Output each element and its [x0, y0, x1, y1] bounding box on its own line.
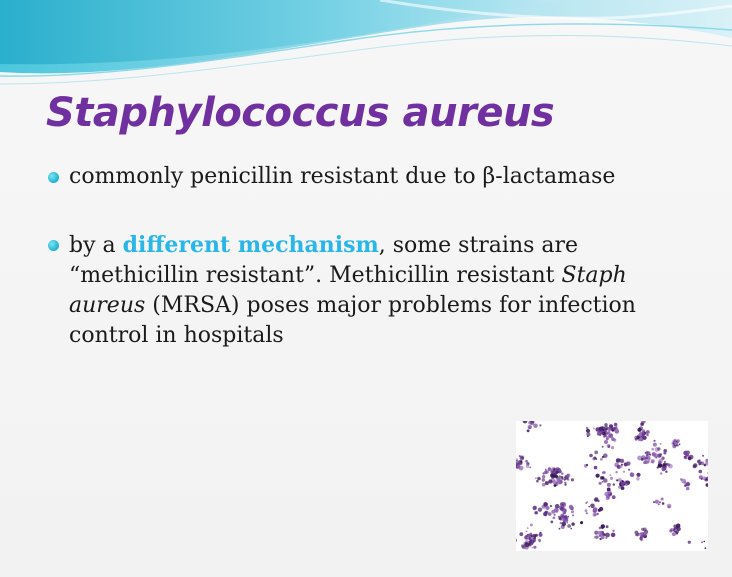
bullet-item — [48, 230, 708, 351]
italic-organism-name: Staph aureus — [69, 263, 627, 318]
bullet-dot-icon — [48, 240, 59, 251]
slide-title: Staphylococcus aureus — [46, 90, 555, 136]
bullet-text-part: , some strains are “methicillin resistant”. Methicillin resistant — [69, 233, 579, 288]
bullet-text-part: (MRSA) poses major problems for infection control in hospitals — [69, 293, 636, 348]
bullet-item — [48, 162, 708, 192]
header-wave-decoration — [0, 0, 732, 90]
bullet-list — [48, 162, 708, 351]
micrograph-icon — [516, 421, 708, 551]
bullet-text: commonly penicillin resistant due to β-lactamase — [69, 164, 616, 189]
micrograph-image — [516, 421, 708, 551]
highlighted-term: different mechanism — [122, 232, 379, 258]
bullet-text-part: by a — [69, 233, 123, 258]
bullet-dot-icon — [48, 172, 59, 183]
